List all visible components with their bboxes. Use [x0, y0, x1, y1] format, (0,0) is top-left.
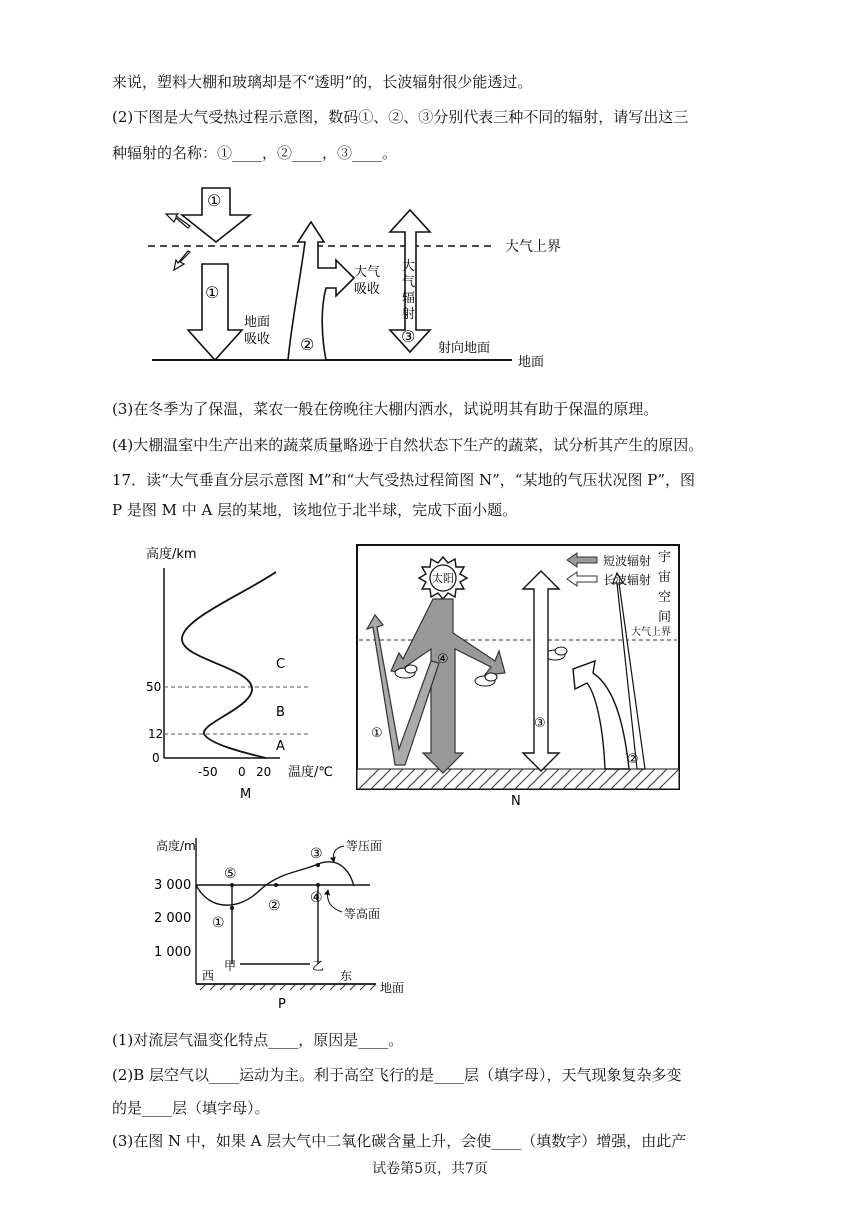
m-ytick-0: 0 — [152, 751, 160, 765]
n-label-3: ③ — [534, 716, 546, 731]
m-layer-a: A — [276, 739, 285, 754]
p-ytick-2000: 2 000 — [154, 911, 192, 926]
air-pressure-diagram — [150, 832, 420, 1012]
atm-rad-3: 辐 — [402, 291, 416, 306]
p-yi: 乙 — [312, 959, 325, 973]
legend-short-label: 短波辐射 — [603, 554, 652, 568]
n-label-4: ④ — [437, 652, 449, 667]
label-1-bottom: ① — [205, 283, 220, 302]
label-3: ③ — [401, 327, 416, 346]
ground-absorb-1: 地面 — [244, 315, 271, 330]
atm-absorb-1: 大气 — [354, 265, 381, 280]
question-2-line-2: 种辐射的名称：①____，②____，③____。 — [112, 144, 398, 162]
question-2-line-1: (2)下图是大气受热过程示意图，数码①、②、③分别代表三种不同的辐射，请写出这三 — [112, 108, 689, 126]
sub-question-3: (3)在图 N 中，如果 A 层大气中二氧化碳含量上升，会使____（填数字）增强，由此产 — [112, 1132, 687, 1150]
ground-absorb-2: 吸收 — [244, 332, 271, 347]
legend-long-label: 长波辐射 — [603, 573, 652, 587]
m-ytick-50: 50 — [146, 680, 162, 694]
m-xtick-20: 20 — [256, 765, 272, 779]
page-footer: 试卷第5页，共7页 — [372, 1161, 488, 1177]
question-3: (3)在冬季为了保温，菜农一般在傍晚往大棚内洒水，试说明其有助于保温的原理。 — [112, 400, 659, 418]
question-4: (4)大棚温室中生产出来的蔬菜质量略逊于自然状态下生产的蔬菜，试分析其产生的原因。 — [112, 436, 704, 454]
sub-question-2-line-1: (2)B 层空气以____运动为主。利于高空飞行的是____层（填字母），天气现象复杂多变 — [112, 1066, 682, 1084]
ground-radiation-arrow — [288, 222, 354, 360]
p-caption: P — [278, 997, 286, 1012]
space-1: 宇 — [658, 550, 672, 565]
atm-rad-4: 射 — [402, 307, 416, 322]
label-2: ② — [300, 335, 315, 354]
p-label-2: ② — [268, 898, 281, 914]
p-label-3: ③ — [310, 846, 323, 862]
p-west: 西 — [202, 969, 215, 983]
question-17-line-2: P 是图 M 中 A 层的某地，该地位于北半球，完成下面小题。 — [112, 501, 518, 519]
m-xtick-0: 0 — [238, 765, 246, 779]
p-jia: 甲 — [224, 959, 237, 973]
heating-process-simple-diagram — [355, 543, 685, 808]
p-label-1: ① — [212, 915, 225, 931]
point-5 — [230, 883, 234, 887]
p-east: 东 — [340, 969, 353, 983]
point-4 — [316, 883, 320, 887]
space-2: 宙 — [658, 570, 672, 585]
heating-process-diagram — [140, 180, 580, 375]
sub-question-1: (1)对流层气温变化特点____，原因是____。 — [112, 1031, 404, 1049]
vertical-layer-chart — [140, 540, 350, 802]
m-layer-b: B — [276, 705, 285, 720]
p-isobaric-label: 等压面 — [346, 839, 383, 853]
atmosphere-top-label: 大气上界 — [505, 239, 561, 255]
n-atmosphere-top-label: 大气上界 — [631, 627, 671, 638]
m-ylabel: 高度/km — [146, 547, 197, 562]
n-caption: N — [511, 794, 521, 808]
scatter-arrow — [174, 251, 190, 270]
sub-question-2-line-2: 的是____层（填字母）。 — [112, 1099, 270, 1117]
m-ytick-12: 12 — [148, 727, 164, 741]
space-4: 间 — [658, 610, 672, 625]
toward-ground-label: 射向地面 — [438, 341, 491, 356]
label-1-top: ① — [207, 191, 222, 210]
space-3: 空 — [658, 590, 672, 605]
isobaric-pointer — [333, 846, 344, 862]
sun-label: 太阳 — [432, 572, 454, 585]
p-ytick-3000: 3 000 — [154, 878, 192, 893]
p-ground-hatch — [200, 984, 376, 990]
atm-rad-2: 气 — [402, 275, 416, 290]
m-xtick-neg50: -50 — [198, 765, 218, 779]
p-ytick-1000: 1 000 — [154, 945, 192, 960]
p-label-5: ⑤ — [224, 866, 237, 882]
m-xlabel: 温度/℃ — [288, 765, 333, 780]
m-layer-c: C — [276, 657, 286, 672]
point-2 — [274, 883, 278, 887]
text-line-1: 来说，塑料大棚和玻璃却是不“透明”的，长波辐射很少能透过。 — [112, 73, 533, 91]
p-ylabel: 高度/m — [156, 839, 196, 853]
p-isoheight-label: 等高面 — [344, 907, 381, 921]
atm-rad-1: 大 — [402, 259, 416, 274]
m-temperature-curve — [182, 572, 276, 758]
point-1 — [230, 906, 234, 910]
solar-arrow-bottom — [188, 264, 242, 360]
question-17-line-1: 17．读“大气垂直分层示意图 M”和“大气受热过程简图 N”，“某地的气压状况图 P”，图 — [112, 471, 695, 489]
n-label-1: ① — [371, 726, 383, 741]
p-ground-label: 地面 — [380, 981, 405, 995]
p-label-4: ④ — [310, 890, 323, 906]
n-label-2: ② — [627, 752, 639, 767]
atm-absorb-2: 吸收 — [354, 282, 381, 297]
ground-label: 地面 — [518, 355, 545, 370]
isoheight-pointer — [328, 890, 342, 912]
m-caption: M — [240, 787, 252, 802]
point-3 — [316, 863, 320, 867]
